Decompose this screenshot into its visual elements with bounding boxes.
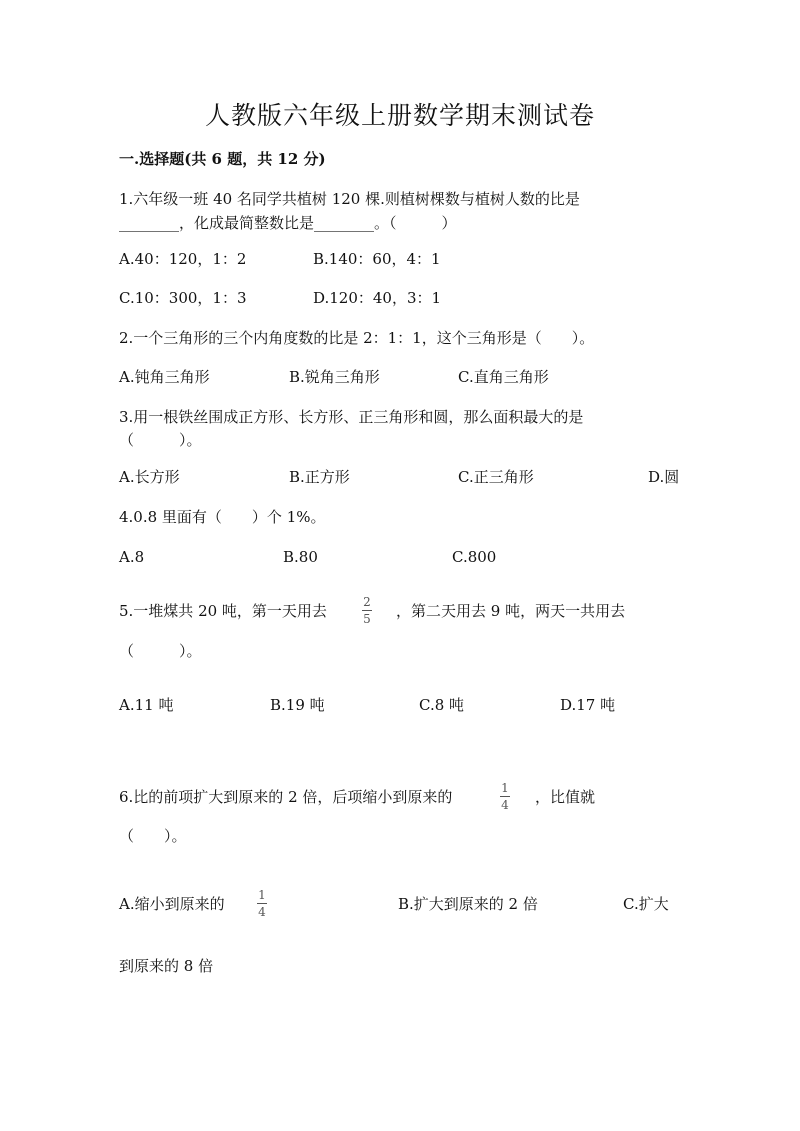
page-title: 人教版六年级上册数学期末测试卷	[204, 101, 595, 130]
q6-fraction	[500, 782, 510, 811]
q3-option-c: C.正三角形	[458, 468, 534, 486]
q2-option-a: A.钝角三角形	[119, 368, 210, 386]
q6-text-line2: （ ）。	[119, 827, 187, 845]
section-heading: 一.选择题(共 6 题，共 12 分)	[119, 150, 326, 168]
q6-text-pre: 6.比的前项扩大到原来的 2 倍，后项缩小到原来的	[119, 788, 453, 806]
q6-option-a-numerator: 1	[258, 888, 266, 902]
q6-fraction-numerator: 1	[501, 781, 509, 795]
q3-text-line1: 3.用一根铁丝围成正方形、长方形、正三角形和圆，那么面积最大的是	[119, 408, 584, 426]
q5-option-d: D.17 吨	[560, 696, 616, 714]
q5-text-pre: 5.一堆煤共 20 吨，第一天用去	[119, 602, 327, 620]
q4-text: 4.0.8 里面有（ ）个 1%。	[119, 508, 326, 526]
q1-option-a: A.40：120，1：2	[119, 250, 247, 268]
q6-option-c-continued: 到原来的 8 倍	[119, 957, 214, 975]
q1-text-line2: ________，化成最简整数比是________。（ ）	[119, 214, 457, 232]
q6-option-b: B.扩大到原来的 2 倍	[398, 895, 538, 913]
q3-option-a: A.长方形	[119, 468, 180, 486]
q5-text-line2: （ ）。	[119, 642, 202, 660]
q1-option-b: B.140：60，4：1	[313, 250, 441, 268]
q2-text: 2.一个三角形的三个内角度数的比是 2：1：1，这个三角形是（ ）。	[119, 329, 595, 347]
q5-fraction	[362, 596, 372, 625]
q2-option-b: B.锐角三角形	[289, 368, 380, 386]
q5-option-a: A.11 吨	[119, 696, 174, 714]
q2-option-c: C.直角三角形	[458, 368, 549, 386]
q6-text-post: ，比值就	[535, 788, 596, 806]
fraction-bar	[500, 796, 510, 797]
q6-fraction-denominator: 4	[501, 798, 509, 812]
q5-fraction-numerator: 2	[363, 595, 371, 609]
q1-option-c: C.10：300，1：3	[119, 289, 247, 307]
q6-option-c: C.扩大	[623, 895, 669, 913]
q4-option-c: C.800	[452, 548, 497, 566]
q5-option-c: C.8 吨	[419, 696, 465, 714]
q4-option-b: B.80	[283, 548, 318, 566]
fraction-bar	[257, 903, 267, 904]
q1-text-line1: 1.六年级一班 40 名同学共植树 120 棵.则植树棵数与植树人数的比是	[119, 190, 580, 208]
q3-option-b: B.正方形	[289, 468, 350, 486]
q6-option-a-denominator: 4	[258, 905, 266, 919]
q5-fraction-denominator: 5	[363, 612, 371, 626]
fraction-bar	[362, 610, 372, 611]
q6-option-a: A.缩小到原来的	[119, 895, 225, 913]
q6-option-a-fraction	[257, 889, 267, 918]
q3-option-d: D.圆	[648, 468, 680, 486]
q1-option-d: D.120：40，3：1	[313, 289, 442, 307]
q4-option-a: A.8	[119, 548, 145, 566]
q3-text-line2: （ ）。	[119, 431, 202, 449]
q5-option-b: B.19 吨	[270, 696, 325, 714]
q5-text-post: ，第二天用去 9 吨，两天一共用去	[396, 602, 626, 620]
